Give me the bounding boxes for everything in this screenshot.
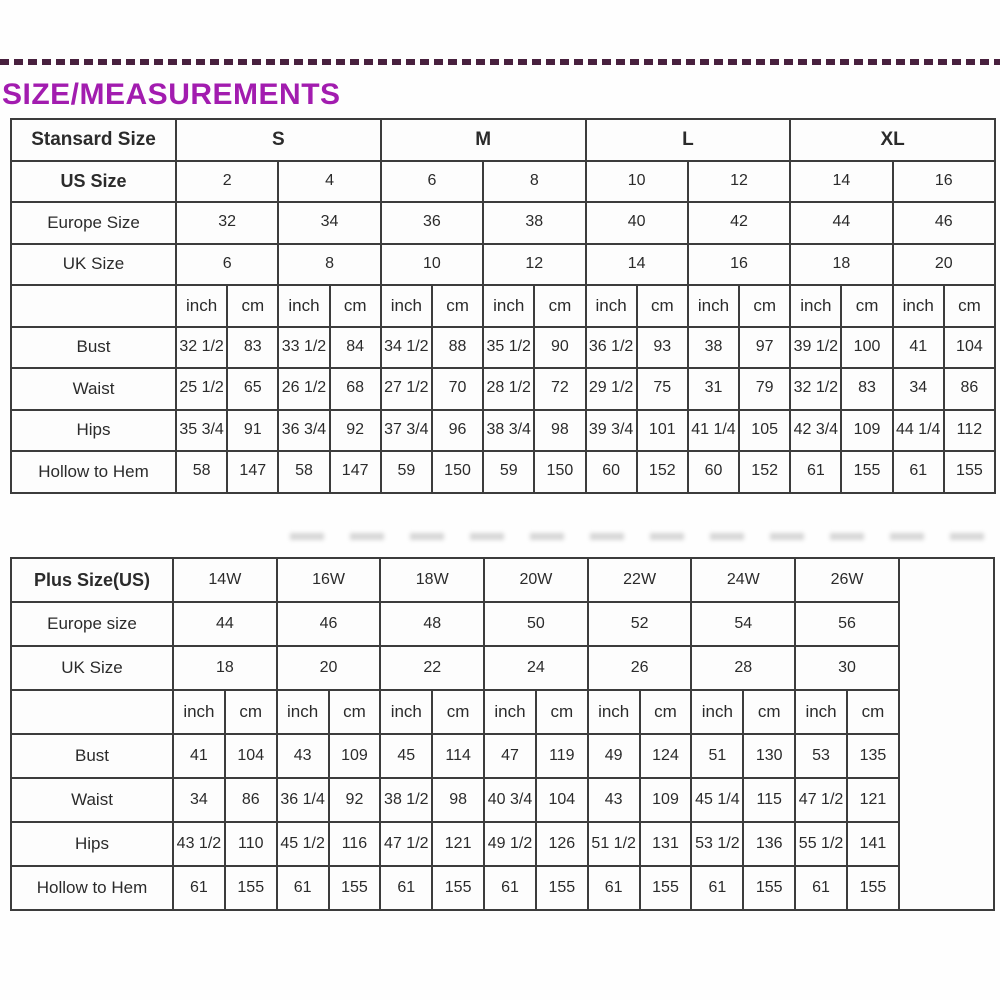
unit-cell: inch — [790, 285, 841, 327]
table-cell: 83 — [841, 368, 892, 410]
table-cell: 58 — [176, 451, 227, 493]
table-cell: 70 — [432, 368, 483, 410]
table-cell: 155 — [536, 866, 588, 910]
unit-cell: cm — [536, 690, 588, 734]
size-group-cell: 14W — [173, 558, 277, 602]
table-cell: 121 — [847, 778, 899, 822]
table-cell: 53 — [795, 734, 847, 778]
table-cell: 104 — [944, 327, 995, 369]
unit-cell: inch — [380, 690, 432, 734]
dashed-divider — [0, 59, 1000, 65]
size-group-cell: 16W — [277, 558, 381, 602]
unit-cell: cm — [847, 690, 899, 734]
unit-cell: cm — [944, 285, 995, 327]
table-cell: 6 — [176, 244, 278, 286]
table-cell: 136 — [743, 822, 795, 866]
row-label-empty — [11, 690, 173, 734]
table-cell: 131 — [640, 822, 692, 866]
table-cell: 61 — [588, 866, 640, 910]
table-cell: 27 1/2 — [381, 368, 432, 410]
table-cell: 36 — [381, 202, 483, 244]
table-cell: 32 1/2 — [790, 368, 841, 410]
plus-size-table — [10, 557, 995, 911]
table-row-europe-size — [11, 602, 994, 646]
table-cell: 84 — [330, 327, 381, 369]
table-cell: 18 — [790, 244, 892, 286]
table-cell: 36 1/4 — [277, 778, 329, 822]
size-group-cell: M — [381, 119, 586, 161]
table-cell: 41 1/4 — [688, 410, 739, 452]
table-row-us-size — [11, 161, 995, 203]
table-cell: 22 — [380, 646, 484, 690]
table-cell: 155 — [225, 866, 277, 910]
table-cell: 8 — [278, 244, 380, 286]
table-cell: 130 — [743, 734, 795, 778]
table-cell: 43 — [277, 734, 329, 778]
table-row-uk-size — [11, 244, 995, 286]
unit-cell: cm — [743, 690, 795, 734]
table-cell: 60 — [688, 451, 739, 493]
table-cell: 86 — [944, 368, 995, 410]
size-group-cell: 24W — [691, 558, 795, 602]
table-cell: 14 — [790, 161, 892, 203]
table-cell: 49 — [588, 734, 640, 778]
unit-cell: cm — [534, 285, 585, 327]
table-cell: 68 — [330, 368, 381, 410]
table-cell: 40 3/4 — [484, 778, 536, 822]
table-cell: 119 — [536, 734, 588, 778]
table-cell: 39 1/2 — [790, 327, 841, 369]
table-cell: 24 — [484, 646, 588, 690]
unit-cell: inch — [173, 690, 225, 734]
table-cell: 34 — [173, 778, 225, 822]
unit-cell: inch — [893, 285, 944, 327]
table-cell: 47 1/2 — [795, 778, 847, 822]
row-label: Waist — [11, 778, 173, 822]
table-cell: 29 1/2 — [586, 368, 637, 410]
table-cell: 96 — [432, 410, 483, 452]
table-cell: 38 — [483, 202, 585, 244]
table-row-waist — [11, 778, 994, 822]
table-cell: 53 1/2 — [691, 822, 743, 866]
table-cell: 150 — [534, 451, 585, 493]
table-cell: 40 — [586, 202, 688, 244]
row-label: UK Size — [11, 244, 176, 286]
unit-cell: cm — [841, 285, 892, 327]
table-row-hollow-to-hem — [11, 451, 995, 493]
table-cell: 155 — [432, 866, 484, 910]
size-group-cell: 26W — [795, 558, 899, 602]
table-cell: 58 — [278, 451, 329, 493]
table-row-waist — [11, 368, 995, 410]
table-cell: 20 — [277, 646, 381, 690]
table-cell: 30 — [795, 646, 899, 690]
table-cell: 61 — [277, 866, 329, 910]
unit-cell: inch — [483, 285, 534, 327]
row-label: US Size — [11, 161, 176, 203]
standard-size-table — [10, 118, 996, 494]
table-row-hollow-to-hem — [11, 866, 994, 910]
table-cell: 16 — [893, 161, 995, 203]
table-cell: 101 — [637, 410, 688, 452]
table-cell: 115 — [743, 778, 795, 822]
table-cell: 86 — [225, 778, 277, 822]
table-cell: 37 3/4 — [381, 410, 432, 452]
unit-cell: inch — [795, 690, 847, 734]
table-cell: 45 — [380, 734, 432, 778]
table-row-bust — [11, 734, 994, 778]
table-cell: 14 — [586, 244, 688, 286]
table-cell: 41 — [893, 327, 944, 369]
unit-cell: cm — [640, 690, 692, 734]
table-cell: 61 — [173, 866, 225, 910]
table-cell: 45 1/4 — [691, 778, 743, 822]
table-cell: 135 — [847, 734, 899, 778]
table-cell: 34 — [893, 368, 944, 410]
table-row-bust — [11, 327, 995, 369]
table-cell: 109 — [329, 734, 381, 778]
table-cell: 60 — [586, 451, 637, 493]
table-cell: 12 — [483, 244, 585, 286]
table-cell: 49 1/2 — [484, 822, 536, 866]
table-cell: 26 — [588, 646, 692, 690]
corner-label: Stansard Size — [11, 119, 176, 161]
table-cell: 100 — [841, 327, 892, 369]
table-cell: 2 — [176, 161, 278, 203]
table-cell: 124 — [640, 734, 692, 778]
row-label: Europe size — [11, 602, 173, 646]
table-cell: 98 — [432, 778, 484, 822]
table-cell: 79 — [739, 368, 790, 410]
table-cell: 152 — [739, 451, 790, 493]
table-cell: 10 — [586, 161, 688, 203]
table-cell: 35 3/4 — [176, 410, 227, 452]
table-cell: 33 1/2 — [278, 327, 329, 369]
table-row-units — [11, 690, 994, 734]
table-cell: 10 — [381, 244, 483, 286]
table-cell: 155 — [329, 866, 381, 910]
size-group-cell: 22W — [588, 558, 692, 602]
table-row-hips — [11, 410, 995, 452]
table-cell: 147 — [330, 451, 381, 493]
table-cell: 6 — [381, 161, 483, 203]
table-cell: 46 — [893, 202, 995, 244]
table-cell: 93 — [637, 327, 688, 369]
table-cell: 38 3/4 — [483, 410, 534, 452]
table-cell: 16 — [688, 244, 790, 286]
table-cell: 155 — [847, 866, 899, 910]
table-cell: 48 — [380, 602, 484, 646]
unit-cell: cm — [227, 285, 278, 327]
table-cell: 109 — [841, 410, 892, 452]
table-cell: 44 — [790, 202, 892, 244]
table-cell: 105 — [739, 410, 790, 452]
unit-cell: inch — [691, 690, 743, 734]
unit-cell: inch — [176, 285, 227, 327]
table-cell: 55 1/2 — [795, 822, 847, 866]
table-cell: 36 3/4 — [278, 410, 329, 452]
table-cell: 59 — [483, 451, 534, 493]
empty-column-cell — [899, 558, 994, 910]
row-label: Waist — [11, 368, 176, 410]
table-cell: 25 1/2 — [176, 368, 227, 410]
table-cell: 109 — [640, 778, 692, 822]
table-cell: 18 — [173, 646, 277, 690]
table-cell: 42 — [688, 202, 790, 244]
table-cell: 45 1/2 — [277, 822, 329, 866]
table-cell: 126 — [536, 822, 588, 866]
table-cell: 92 — [330, 410, 381, 452]
table-cell: 34 1/2 — [381, 327, 432, 369]
table-cell: 104 — [225, 734, 277, 778]
unit-cell: cm — [432, 285, 483, 327]
table-cell: 31 — [688, 368, 739, 410]
table-cell: 41 — [173, 734, 225, 778]
table-cell: 51 — [691, 734, 743, 778]
table-cell: 54 — [691, 602, 795, 646]
unit-cell: cm — [739, 285, 790, 327]
unit-cell: inch — [278, 285, 329, 327]
table-cell: 36 1/2 — [586, 327, 637, 369]
table-cell: 110 — [225, 822, 277, 866]
unit-cell: cm — [432, 690, 484, 734]
row-label: Hips — [11, 410, 176, 452]
table-cell: 35 1/2 — [483, 327, 534, 369]
row-label: Bust — [11, 734, 173, 778]
table-cell: 43 — [588, 778, 640, 822]
table-cell: 34 — [278, 202, 380, 244]
table-cell: 43 1/2 — [173, 822, 225, 866]
table-cell: 155 — [841, 451, 892, 493]
unit-cell: inch — [381, 285, 432, 327]
table-cell: 4 — [278, 161, 380, 203]
table-cell: 114 — [432, 734, 484, 778]
unit-cell: cm — [329, 690, 381, 734]
table-cell: 42 3/4 — [790, 410, 841, 452]
row-label-empty — [11, 285, 176, 327]
table-row-standard-size — [11, 119, 995, 161]
table-cell: 155 — [743, 866, 795, 910]
table-cell: 8 — [483, 161, 585, 203]
corner-label: Plus Size(US) — [11, 558, 173, 602]
table-cell: 26 1/2 — [278, 368, 329, 410]
table-row-plus-size — [11, 558, 994, 602]
table-cell: 61 — [380, 866, 432, 910]
table-cell: 88 — [432, 327, 483, 369]
row-label: Hips — [11, 822, 173, 866]
table-cell: 155 — [640, 866, 692, 910]
table-cell: 44 — [173, 602, 277, 646]
size-group-cell: 18W — [380, 558, 484, 602]
unit-cell: inch — [484, 690, 536, 734]
size-group-cell: L — [586, 119, 791, 161]
table-cell: 32 1/2 — [176, 327, 227, 369]
table-cell: 56 — [795, 602, 899, 646]
row-label: UK Size — [11, 646, 173, 690]
table-cell: 51 1/2 — [588, 822, 640, 866]
page-title: SIZE/MEASUREMENTS — [2, 78, 341, 111]
table-cell: 52 — [588, 602, 692, 646]
table-row-uk-size — [11, 646, 994, 690]
table-cell: 39 3/4 — [586, 410, 637, 452]
table-cell: 61 — [790, 451, 841, 493]
table-cell: 47 — [484, 734, 536, 778]
table-cell: 61 — [795, 866, 847, 910]
row-label: Hollow to Hem — [11, 866, 173, 910]
unit-cell: inch — [586, 285, 637, 327]
size-group-cell: 20W — [484, 558, 588, 602]
unit-cell: inch — [588, 690, 640, 734]
table-cell: 104 — [536, 778, 588, 822]
table-cell: 90 — [534, 327, 585, 369]
table-cell: 141 — [847, 822, 899, 866]
table-cell: 12 — [688, 161, 790, 203]
table-cell: 116 — [329, 822, 381, 866]
table-cell: 61 — [691, 866, 743, 910]
table-cell: 91 — [227, 410, 278, 452]
table-cell: 32 — [176, 202, 278, 244]
unit-cell: inch — [277, 690, 329, 734]
table-cell: 75 — [637, 368, 688, 410]
table-cell: 28 — [691, 646, 795, 690]
row-label: Bust — [11, 327, 176, 369]
table-cell: 61 — [893, 451, 944, 493]
table-row-units — [11, 285, 995, 327]
table-cell: 147 — [227, 451, 278, 493]
size-group-cell: XL — [790, 119, 995, 161]
unit-cell: cm — [225, 690, 277, 734]
table-cell: 97 — [739, 327, 790, 369]
table-cell: 28 1/2 — [483, 368, 534, 410]
table-cell: 92 — [329, 778, 381, 822]
table-cell: 47 1/2 — [380, 822, 432, 866]
size-group-cell: S — [176, 119, 381, 161]
table-cell: 98 — [534, 410, 585, 452]
unit-cell: cm — [330, 285, 381, 327]
table-cell: 155 — [944, 451, 995, 493]
row-label: Europe Size — [11, 202, 176, 244]
table-cell: 72 — [534, 368, 585, 410]
table-cell: 38 1/2 — [380, 778, 432, 822]
table-cell: 50 — [484, 602, 588, 646]
unit-cell: inch — [688, 285, 739, 327]
table-row-hips — [11, 822, 994, 866]
table-cell: 152 — [637, 451, 688, 493]
row-label: Hollow to Hem — [11, 451, 176, 493]
table-cell: 150 — [432, 451, 483, 493]
table-cell: 38 — [688, 327, 739, 369]
ghost-text-artifact — [290, 533, 988, 540]
table-cell: 65 — [227, 368, 278, 410]
table-cell: 20 — [893, 244, 995, 286]
table-cell: 112 — [944, 410, 995, 452]
table-cell: 59 — [381, 451, 432, 493]
table-cell: 46 — [277, 602, 381, 646]
table-cell: 44 1/4 — [893, 410, 944, 452]
unit-cell: cm — [637, 285, 688, 327]
table-cell: 83 — [227, 327, 278, 369]
table-row-europe-size — [11, 202, 995, 244]
table-cell: 121 — [432, 822, 484, 866]
table-cell: 61 — [484, 866, 536, 910]
